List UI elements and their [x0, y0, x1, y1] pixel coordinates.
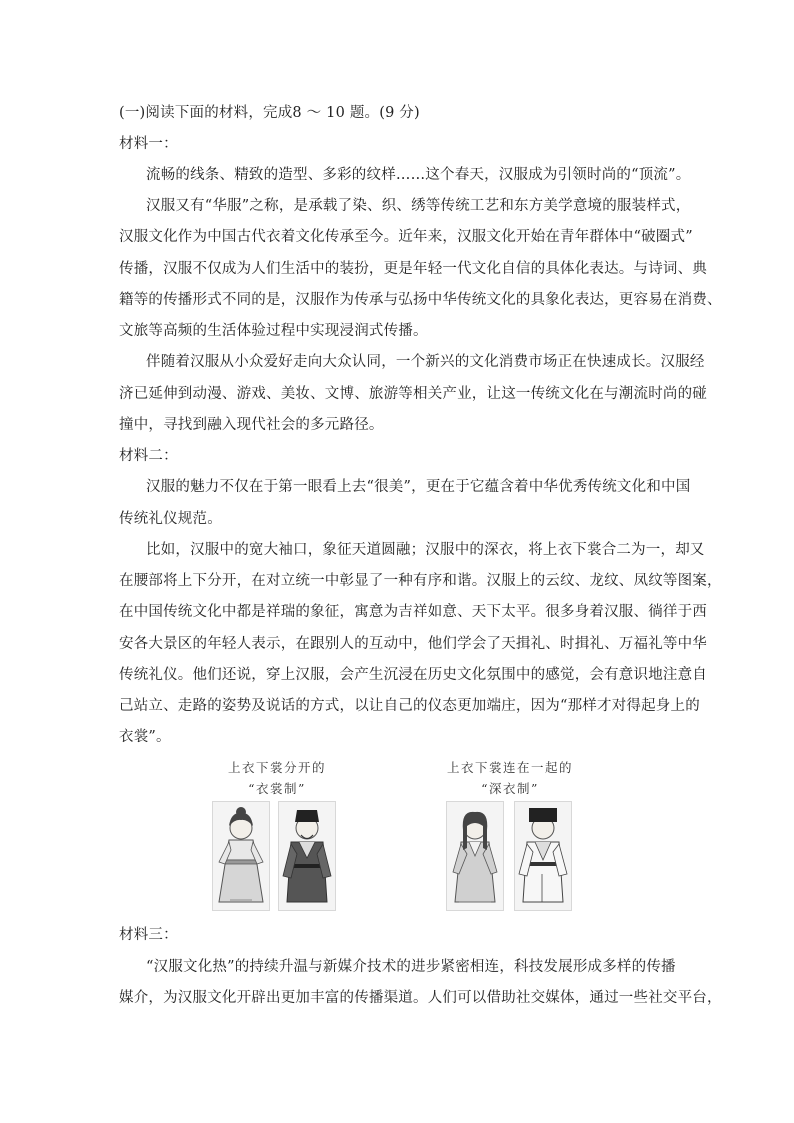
material-2-line: 己站立、走路的姿势及说话的方式，以让自己的仪态更加端庄，因为“那样才对得起身上的 — [119, 698, 700, 714]
material-1-line: 汉服文化作为中国古代衣着文化传承至今。近年来，汉服文化开始在青年群体中“破圈式” — [119, 229, 693, 245]
question-instruction: (一)阅读下面的材料，完成8 ～ 10 题。(9 分) — [119, 105, 420, 121]
material-2-line: 衣裳”。 — [119, 729, 171, 745]
material-3-label: 材料三： — [119, 927, 178, 943]
material-1-line: 文旅等高频的生活体验过程中实现浸润式传播。 — [119, 323, 428, 339]
material-2-line: 传统礼仪规范。 — [119, 511, 222, 527]
material-2-line: 传统礼仪。他们还说，穿上汉服，会产生沉浸在历史文化氛围中的感觉，会有意识地注意自 — [119, 667, 707, 683]
material-2-line: 比如，汉服中的宽大袖口，象征天道圆融；汉服中的深衣，将上衣下裳合二为一，却又 — [146, 542, 705, 558]
material-2-line: 在中国传统文化中都是祥瑞的象征，寓意为吉祥如意、天下太平。很多身着汉服、徜徉于西 — [119, 604, 707, 620]
figure-left-caption-1: 上衣下裳分开的 — [227, 760, 326, 775]
female-hanfu-figure-image — [212, 801, 270, 911]
material-1-line: 籍等的传播形式不同的是，汉服作为传承与弘扬中华传统文化的具象化表达，更容易在消费、 — [119, 292, 722, 308]
material-1-line: 流畅的线条、精致的造型、多彩的纹样……这个春天，汉服成为引领时尚的“顶流”。 — [146, 167, 691, 183]
figure-left-caption-2: “衣裳制” — [248, 781, 306, 796]
material-1-line: 济已延伸到动漫、游戏、美妆、文博、旅游等相关产业，让这一传统文化在与潮流时尚的碰 — [119, 386, 707, 402]
male-shenyi-figure-image — [514, 801, 572, 911]
material-1-label: 材料一： — [119, 136, 178, 152]
material-1-line: 撞中，寻找到融入现代社会的多元路径。 — [119, 417, 384, 433]
male-hanfu-figure-image — [278, 801, 336, 911]
material-2-line: 在腰部将上下分开，在对立统一中彰显了一种有序和谐。汉服上的云纹、龙纹、凤纹等图案， — [119, 573, 722, 589]
material-1-line: 汉服又有“华服”之称，是承载了染、织、绣等传统工艺和东方美学意境的服装样式， — [146, 198, 691, 214]
figure-right-caption-1: 上衣下裳连在一起的 — [446, 760, 573, 775]
female-shenyi-figure-image — [446, 801, 504, 911]
material-2-label: 材料二： — [119, 448, 178, 464]
material-3-line: 媒介，为汉服文化开辟出更加丰富的传播渠道。人们可以借助社交媒体，通过一些社交平台， — [119, 990, 722, 1006]
material-1-line: 伴随着汉服从小众爱好走向大众认同，一个新兴的文化消费市场正在快速成长。汉服经 — [146, 354, 705, 370]
figure-right-caption-2: “深衣制” — [481, 781, 539, 796]
material-1-line: 传播，汉服不仅成为人们生活中的装扮，更是年轻一代文化自信的具体化表达。与诗词、典 — [119, 261, 707, 277]
material-2-line: 安各大景区的年轻人表示，在跟别人的互动中，他们学会了天揖礼、时揖礼、万福礼等中华 — [119, 636, 707, 652]
material-3-line: “汉服文化热”的持续升温与新媒介技术的进步紧密相连，科技发展形成多样的传播 — [146, 959, 676, 975]
material-2-line: 汉服的魅力不仅在于第一眼看上去“很美”，更在于它蕴含着中华优秀传统文化和中国 — [146, 479, 691, 495]
